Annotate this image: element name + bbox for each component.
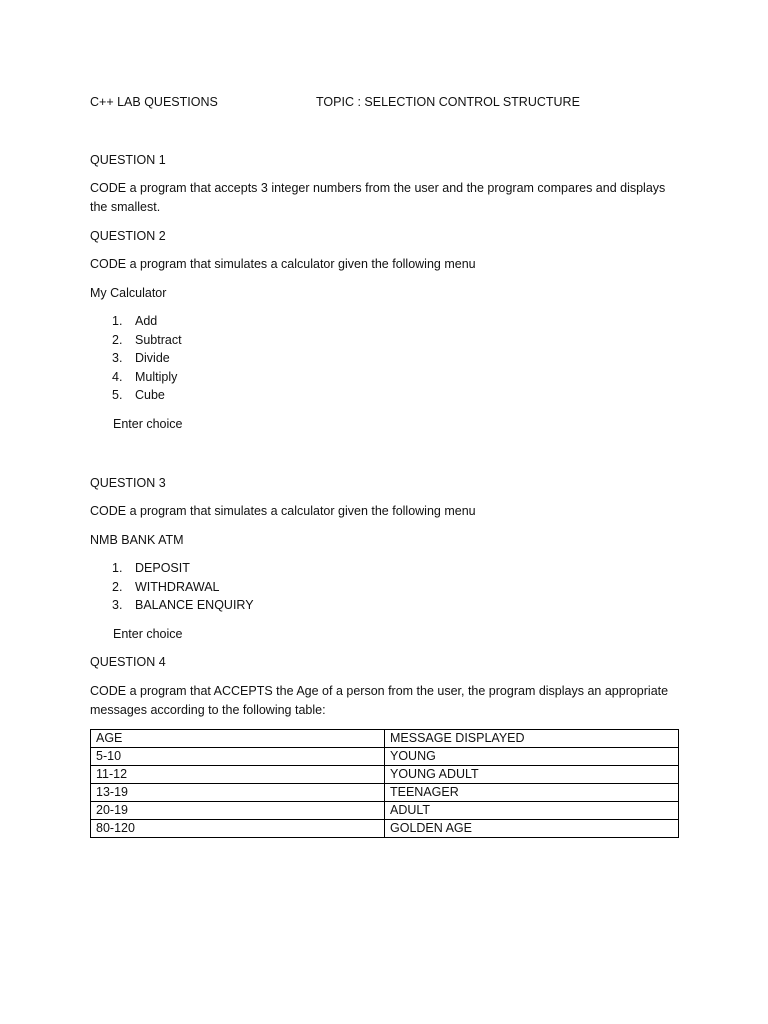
header-topic: TOPIC : SELECTION CONTROL STRUCTURE — [316, 95, 580, 109]
document-header — [90, 93, 680, 112]
table-row — [91, 802, 679, 820]
question-1-title: QUESTION 1 — [90, 152, 166, 167]
table-cell-age: 80-120 — [91, 820, 385, 838]
document-page — [90, 93, 680, 838]
table-cell-message: TEENAGER — [385, 784, 679, 802]
table-row — [91, 748, 679, 766]
atm-menu-list — [90, 559, 680, 615]
list-item: 2. Subtract — [112, 332, 182, 347]
table-row — [91, 820, 679, 838]
table-cell-age: 5-10 — [91, 748, 385, 766]
list-item: 4. Multiply — [112, 369, 178, 384]
question-3-text: CODE a program that simulates a calculator given the following menu — [90, 504, 476, 519]
table-cell-message: ADULT — [385, 802, 679, 820]
question-4-text: CODE a program that ACCEPTS the Age of a person from the user, the program displays an appropriate messages according to the following table: — [90, 683, 669, 717]
table-cell-age: 11-12 — [91, 766, 385, 784]
table-cell-message: GOLDEN AGE — [385, 820, 679, 838]
list-item: 5. Cube — [112, 388, 165, 403]
list-item: 2. WITHDRAWAL — [112, 579, 220, 594]
question-2-title: QUESTION 2 — [90, 228, 166, 243]
question-2-text: CODE a program that simulates a calculator given the following menu — [90, 257, 476, 272]
age-message-table — [90, 729, 679, 838]
table-row — [91, 766, 679, 784]
list-item: 3. BALANCE ENQUIRY — [112, 598, 254, 613]
table-cell-message: YOUNG — [385, 748, 679, 766]
calculator-menu-title: My Calculator — [90, 285, 167, 300]
calculator-menu-list — [90, 312, 680, 405]
table-cell-message: YOUNG ADULT — [385, 766, 679, 784]
table-header-row — [91, 730, 679, 748]
question-4-title: QUESTION 4 — [90, 655, 166, 670]
question-1-text: CODE a program that accepts 3 integer numbers from the user and the program compares and displays the smallest. — [90, 181, 666, 214]
table-row — [91, 784, 679, 802]
column-header-message: MESSAGE DISPLAYED — [385, 730, 679, 748]
list-item: 3. Divide — [112, 351, 170, 366]
column-header-age: AGE — [91, 730, 385, 748]
header-lab-title: C++ LAB QUESTIONS — [90, 95, 218, 109]
list-item: 1. DEPOSIT — [112, 561, 190, 576]
calculator-enter-choice: Enter choice — [113, 417, 183, 432]
atm-menu-title: NMB BANK ATM — [90, 532, 184, 547]
question-3-title: QUESTION 3 — [90, 475, 166, 490]
table-cell-age: 13-19 — [91, 784, 385, 802]
table-cell-age: 20-19 — [91, 802, 385, 820]
list-item: 1. Add — [112, 314, 158, 329]
atm-enter-choice: Enter choice — [113, 626, 183, 641]
